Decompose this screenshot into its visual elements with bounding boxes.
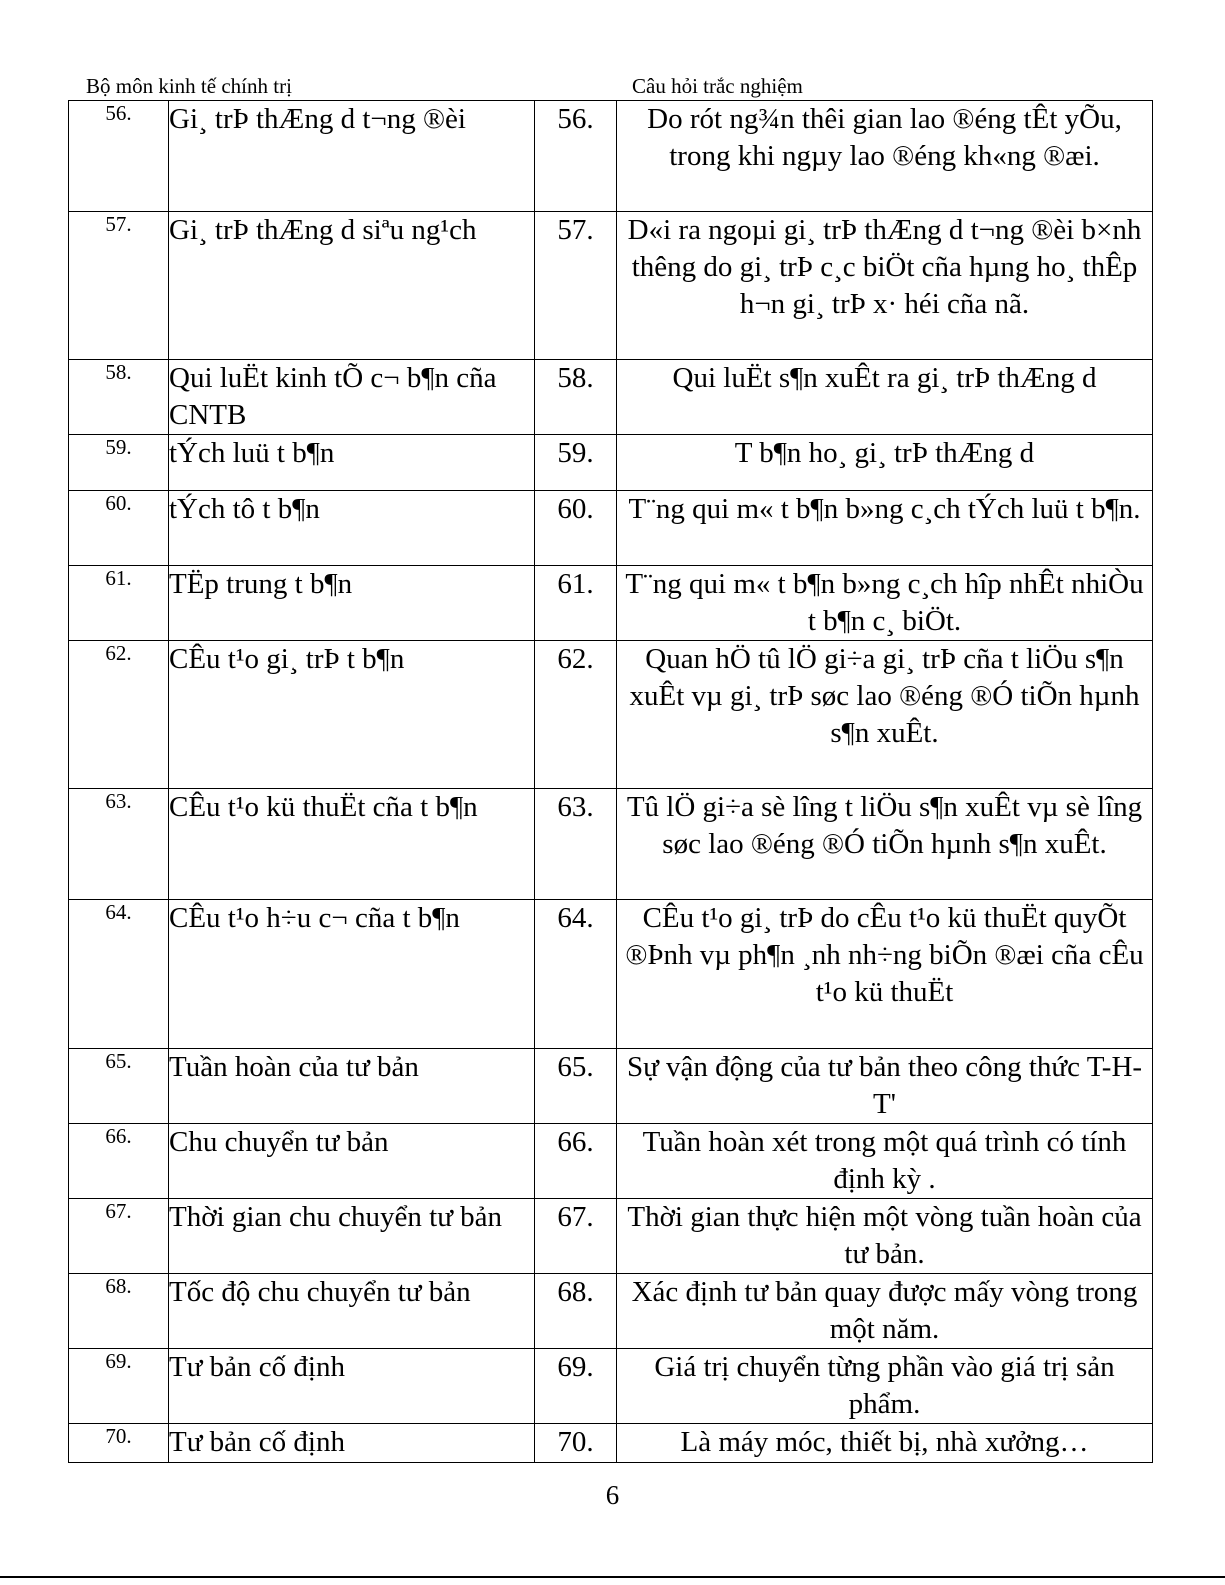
term-cell: CÊu t¹o gi¸ trÞ t b¶n — [169, 641, 535, 789]
table-row — [69, 1349, 1153, 1424]
header-subject: Bộ môn kinh tế chính trị — [86, 74, 292, 98]
answer-number: 68. — [535, 1274, 617, 1349]
definition-cell: Sự vận động của tư bản theo công thức T-H-T' — [617, 1049, 1153, 1124]
definition-cell: Giá trị chuyển từng phần vào giá trị sản phẩm. — [617, 1349, 1153, 1424]
term-cell: Gi¸ trÞ thÆng d siªu ng¹ch — [169, 212, 535, 360]
row-number: 63. — [69, 789, 169, 900]
answer-number: 60. — [535, 491, 617, 566]
table-row — [69, 1424, 1153, 1463]
term-cell: tÝch tô t b¶n — [169, 491, 535, 566]
definition-cell: Tû lÖ gi÷a sè lîng t liÖu s¶n xuÊt vµ sè lîng søc lao ®éng ®Ó tiÕn hµnh s¶n xuÊt. — [617, 789, 1153, 900]
row-number: 60. — [69, 491, 169, 566]
term-cell: tÝch luü t b¶n — [169, 435, 535, 491]
term-cell: Tốc độ chu chuyển tư bản — [169, 1274, 535, 1349]
answer-number: 66. — [535, 1124, 617, 1199]
question-table — [68, 100, 1153, 1463]
table-row — [69, 1274, 1153, 1349]
answer-number: 58. — [535, 360, 617, 435]
definition-cell: Do rót ng¾n thêi gian lao ®éng tÊt yÕu, trong khi ngµy lao ®éng kh«ng ®æi. — [617, 101, 1153, 212]
term-cell: Tuần hoàn của tư bản — [169, 1049, 535, 1124]
row-number: 61. — [69, 566, 169, 641]
table-row — [69, 491, 1153, 566]
page-number: 6 — [605, 1480, 620, 1510]
definition-cell: D«i ra ngoµi gi¸ trÞ thÆng d t¬ng ®èi b×nh thêng do gi¸ trÞ c¸c biÖt cña hµng ho¸ thÊp h¬n gi¸ trÞ x· héi cña nã. — [617, 212, 1153, 360]
term-cell: Tư bản cố định — [169, 1349, 535, 1424]
definition-cell: CÊu t¹o gi¸ trÞ do cÊu t¹o kü thuËt quyÕt ®Þnh vµ ph¶n ¸nh nh÷ng biÕn ®æi cña cÊu t¹o kü thuËt — [617, 900, 1153, 1049]
term-cell: CÊu t¹o kü thuËt cña t b¶n — [169, 789, 535, 900]
row-number: 68. — [69, 1274, 169, 1349]
row-number: 69. — [69, 1349, 169, 1424]
bottom-divider — [0, 1576, 1225, 1578]
answer-number: 61. — [535, 566, 617, 641]
answer-number: 57. — [535, 212, 617, 360]
row-number: 58. — [69, 360, 169, 435]
definition-cell: Xác định tư bản quay được mấy vòng trong một năm. — [617, 1274, 1153, 1349]
term-cell: Tư bản cố định — [169, 1424, 535, 1463]
table-row — [69, 641, 1153, 789]
table-row — [69, 101, 1153, 212]
row-number: 62. — [69, 641, 169, 789]
row-number: 67. — [69, 1199, 169, 1274]
term-cell: Chu chuyển tư bản — [169, 1124, 535, 1199]
term-cell: Qui luËt kinh tÕ c¬ b¶n cña CNTB — [169, 360, 535, 435]
row-number: 66. — [69, 1124, 169, 1199]
term-cell: CÊu t¹o h÷u c¬ cña t b¶n — [169, 900, 535, 1049]
definition-cell: T¨ng qui m« t b¶n b»ng c¸ch hîp nhÊt nhiÒu t b¶n c¸ biÖt. — [617, 566, 1153, 641]
answer-number: 67. — [535, 1199, 617, 1274]
row-number: 65. — [69, 1049, 169, 1124]
answer-number: 62. — [535, 641, 617, 789]
row-number: 70. — [69, 1424, 169, 1463]
answer-number: 70. — [535, 1424, 617, 1463]
table-row — [69, 212, 1153, 360]
row-number: 59. — [69, 435, 169, 491]
term-cell: TËp trung t b¶n — [169, 566, 535, 641]
row-number: 57. — [69, 212, 169, 360]
table-row — [69, 1124, 1153, 1199]
answer-number: 64. — [535, 900, 617, 1049]
definition-cell: Tuần hoàn xét trong một quá trình có tính định kỳ . — [617, 1124, 1153, 1199]
answer-number: 56. — [535, 101, 617, 212]
term-cell: Gi¸ trÞ thÆng d t¬ng ®èi — [169, 101, 535, 212]
table-row — [69, 900, 1153, 1049]
definition-cell: Quan hÖ tû lÖ gi÷a gi¸ trÞ cña t liÖu s¶n xuÊt vµ gi¸ trÞ søc lao ®éng ®Ó tiÕn hµnh s¶n xuÊt. — [617, 641, 1153, 789]
definition-cell: T¨ng qui m« t b¶n b»ng c¸ch tÝch luü t b¶n. — [617, 491, 1153, 566]
row-number: 56. — [69, 101, 169, 212]
definition-cell: Thời gian thực hiện một vòng tuần hoàn của tư bản. — [617, 1199, 1153, 1274]
row-number: 64. — [69, 900, 169, 1049]
table-row — [69, 1049, 1153, 1124]
definition-cell: Qui luËt s¶n xuÊt ra gi¸ trÞ thÆng d — [617, 360, 1153, 435]
table-row — [69, 789, 1153, 900]
definition-cell: T b¶n ho¸ gi¸ trÞ thÆng d — [617, 435, 1153, 491]
table-row — [69, 1199, 1153, 1274]
table-row — [69, 360, 1153, 435]
answer-number: 63. — [535, 789, 617, 900]
term-cell: Thời gian chu chuyển tư bản — [169, 1199, 535, 1274]
answer-number: 65. — [535, 1049, 617, 1124]
answer-number: 59. — [535, 435, 617, 491]
definition-cell: Là máy móc, thiết bị, nhà xưởng… — [617, 1424, 1153, 1463]
table-row — [69, 566, 1153, 641]
table-row — [69, 435, 1153, 491]
answer-number: 69. — [535, 1349, 617, 1424]
header-title: Câu hỏi trắc nghiệm — [632, 74, 803, 98]
